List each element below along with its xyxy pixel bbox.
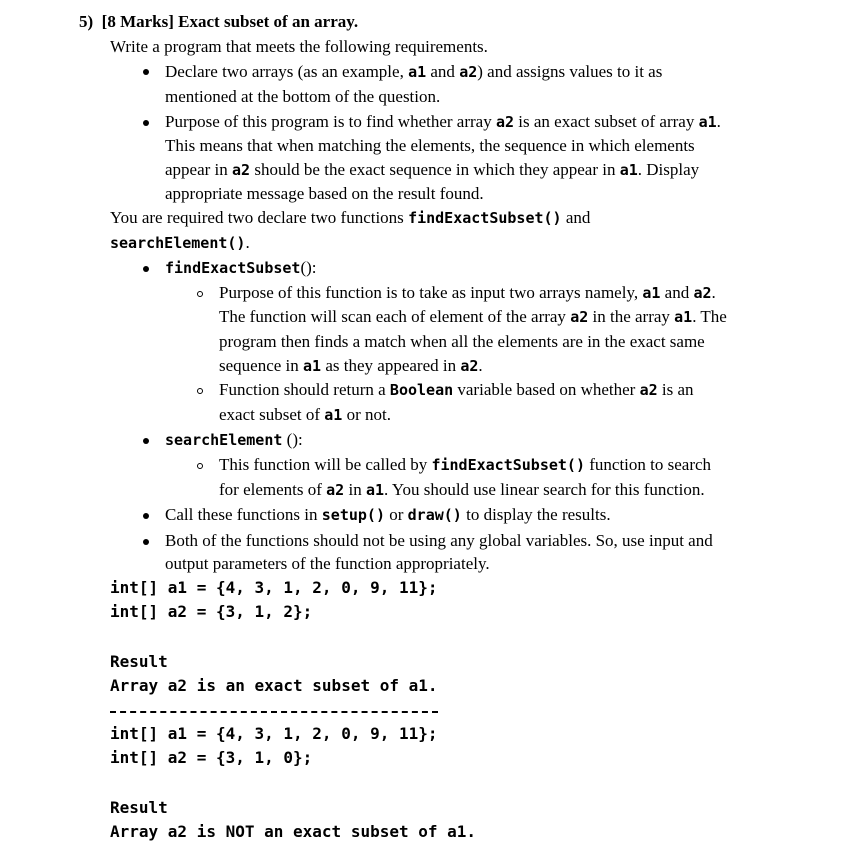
- bullet-2-line-2: This means that when matching the elements, the sequence in which elements: [165, 136, 695, 155]
- sub-bullet-icon: [197, 463, 203, 469]
- search-sub-1-line-1: This function will be called by findExactSubset() function to search: [219, 455, 712, 474]
- sub-bullet-icon: [197, 388, 203, 394]
- question-intro: Write a program that meets the following requirements.: [110, 37, 488, 56]
- bullet-icon: [143, 120, 149, 126]
- example-2-array-a1: int[] a1 = {4, 3, 1, 2, 0, 9, 11};: [110, 724, 438, 743]
- bullet-1-line-2: mentioned at the bottom of the question.: [165, 87, 441, 106]
- bullet-2-line-4: appropriate message based on the result found.: [165, 184, 484, 203]
- example-2-result: Array a2 is NOT an exact subset of a1.: [110, 822, 477, 841]
- question-heading: [79, 11, 358, 33]
- bullet-icon: [143, 539, 149, 545]
- search-function-heading: searchElement ():: [165, 430, 303, 449]
- find-sub-2-line-2: exact subset of a1 or not.: [219, 405, 391, 424]
- example-1-array-a1: int[] a1 = {4, 3, 1, 2, 0, 9, 11};: [110, 578, 438, 597]
- question-title: Exact subset of an array.: [178, 12, 359, 31]
- find-sub-1-line-1: Purpose of this function is to take as input two arrays namely, a1 and a2.: [219, 283, 716, 302]
- example-2-array-a2: int[] a2 = {3, 1, 0};: [110, 748, 313, 767]
- bullet-2-line-3: appear in a2 should be the exact sequence in which they appear in a1. Display: [165, 160, 700, 179]
- bullet-icon: [143, 69, 149, 75]
- bullet-1-line-1: Declare two arrays (as an example, a1 and a2) and assigns values to it as: [165, 62, 663, 81]
- find-sub-2-line-1: Function should return a Boolean variable based on whether a2 is an: [219, 380, 694, 399]
- bullet-2-line-1: Purpose of this program is to find whether array a2 is an exact subset of array a1.: [165, 112, 721, 131]
- search-sub-1-line-2: for elements of a2 in a1. You should use linear search for this function.: [219, 480, 705, 499]
- question-marks: [8 Marks]: [101, 12, 174, 31]
- example-1-result: Array a2 is an exact subset of a1.: [110, 676, 438, 695]
- find-sub-1-line-2: The function will scan each of element of the array a2 in the array a1. The: [219, 307, 727, 326]
- call-line-1: Call these functions in setup() or draw() to display the results.: [165, 505, 611, 524]
- find-sub-1-line-3: program then finds a match when all the elements are in the exact same: [219, 332, 705, 351]
- separator-line: [110, 711, 438, 713]
- question-number: 5): [79, 12, 94, 31]
- noglobal-line-2: output parameters of the function appropriately.: [165, 554, 490, 573]
- required-line-1: You are required two declare two functions findExactSubset() and: [110, 208, 591, 227]
- example-2-result-label: Result: [110, 798, 168, 817]
- bullet-icon: [143, 513, 149, 519]
- find-function-heading: findExactSubset():: [165, 258, 317, 277]
- example-1-array-a2: int[] a2 = {3, 1, 2};: [110, 602, 313, 621]
- bullet-icon: [143, 438, 149, 444]
- bullet-icon: [143, 266, 149, 272]
- find-sub-1-line-4: sequence in a1 as they appeared in a2.: [219, 356, 483, 375]
- sub-bullet-icon: [197, 291, 203, 297]
- example-1-result-label: Result: [110, 652, 168, 671]
- required-line-2: searchElement().: [110, 233, 250, 252]
- noglobal-line-1: Both of the functions should not be using any global variables. So, use input and: [165, 531, 713, 550]
